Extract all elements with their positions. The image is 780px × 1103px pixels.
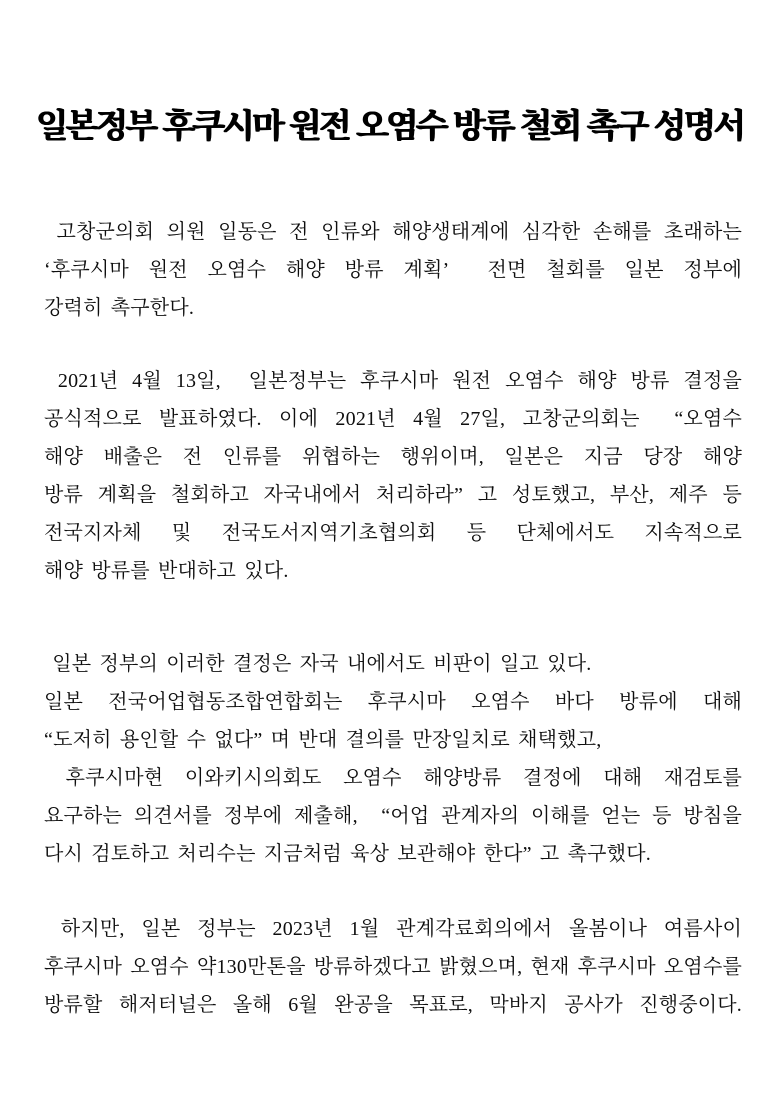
text-line: 요구하는 의견서를 정부에 제출해, “어업 관계자의 이해를 얻는 등 방침을 [44, 805, 742, 827]
text-line: “도저히 용인할 수 없다” 며 반대 결의를 만장일치로 채택했고, [44, 729, 602, 751]
text-line: ‘후쿠시마 원전 오염수 해양 방류 계획’ 전면 철회를 일본 정부에 [44, 259, 742, 281]
document-body [0, 213, 780, 1024]
text-line: 해양 방류를 반대하고 있다. [44, 560, 289, 582]
text-line: 공식적으로 발표하였다. 이에 2021년 4월 27일, 고창군의회는 “오염수 [44, 408, 742, 430]
paragraph-background [44, 362, 742, 590]
text-line: 2021년 4월 13일, 일본정부는 후쿠시마 원전 오염수 해양 방류 결정을 [44, 370, 742, 392]
text-line: 고창군의회 의원 일동은 전 인류와 해양생태계에 심각한 손해를 초래하는 [44, 221, 742, 243]
text-line: 다시 검토하고 처리수는 지금처럼 육상 보관해야 한다” 고 촉구했다. [44, 843, 651, 865]
document-title: 일본정부 후쿠시마 원전 오염수 방류 철회 촉구 성명서 [36, 107, 744, 144]
paragraph-demand [44, 213, 742, 327]
paragraph-japan-domestic-criticism [44, 645, 742, 873]
text-line: 전국지자체 및 전국도서지역기초협의회 등 단체에서도 지속적으로 [44, 522, 742, 544]
text-line: 후쿠시마 오염수 약130만톤을 방류하겠다고 밝혔으며, 현재 후쿠시마 오염수를 [44, 956, 742, 978]
paragraph-current-status [44, 910, 742, 1024]
text-line: 해양 배출은 전 인류를 위협하는 행위이며, 일본은 지금 당장 해양 [44, 446, 742, 468]
text-line: 후쿠시마현 이와키시의회도 오염수 해양방류 결정에 대해 재검토를 [44, 767, 742, 789]
text-line: 방류 계획을 철회하고 자국내에서 처리하라” 고 성토했고, 부산, 제주 등 [44, 484, 742, 506]
text-line: 일본 전국어업협동조합연합회는 후쿠시마 오염수 바다 방류에 대해 [44, 691, 742, 713]
text-line: 하지만, 일본 정부는 2023년 1월 관계각료회의에서 올봄이나 여름사이 [44, 918, 742, 940]
text-line: 방류할 해저터널은 올해 6월 완공을 목표로, 막바지 공사가 진행중이다. [44, 994, 742, 1016]
text-line: 강력히 촉구한다. [44, 297, 195, 319]
text-line: 일본 정부의 이러한 결정은 자국 내에서도 비판이 일고 있다. [44, 653, 592, 675]
